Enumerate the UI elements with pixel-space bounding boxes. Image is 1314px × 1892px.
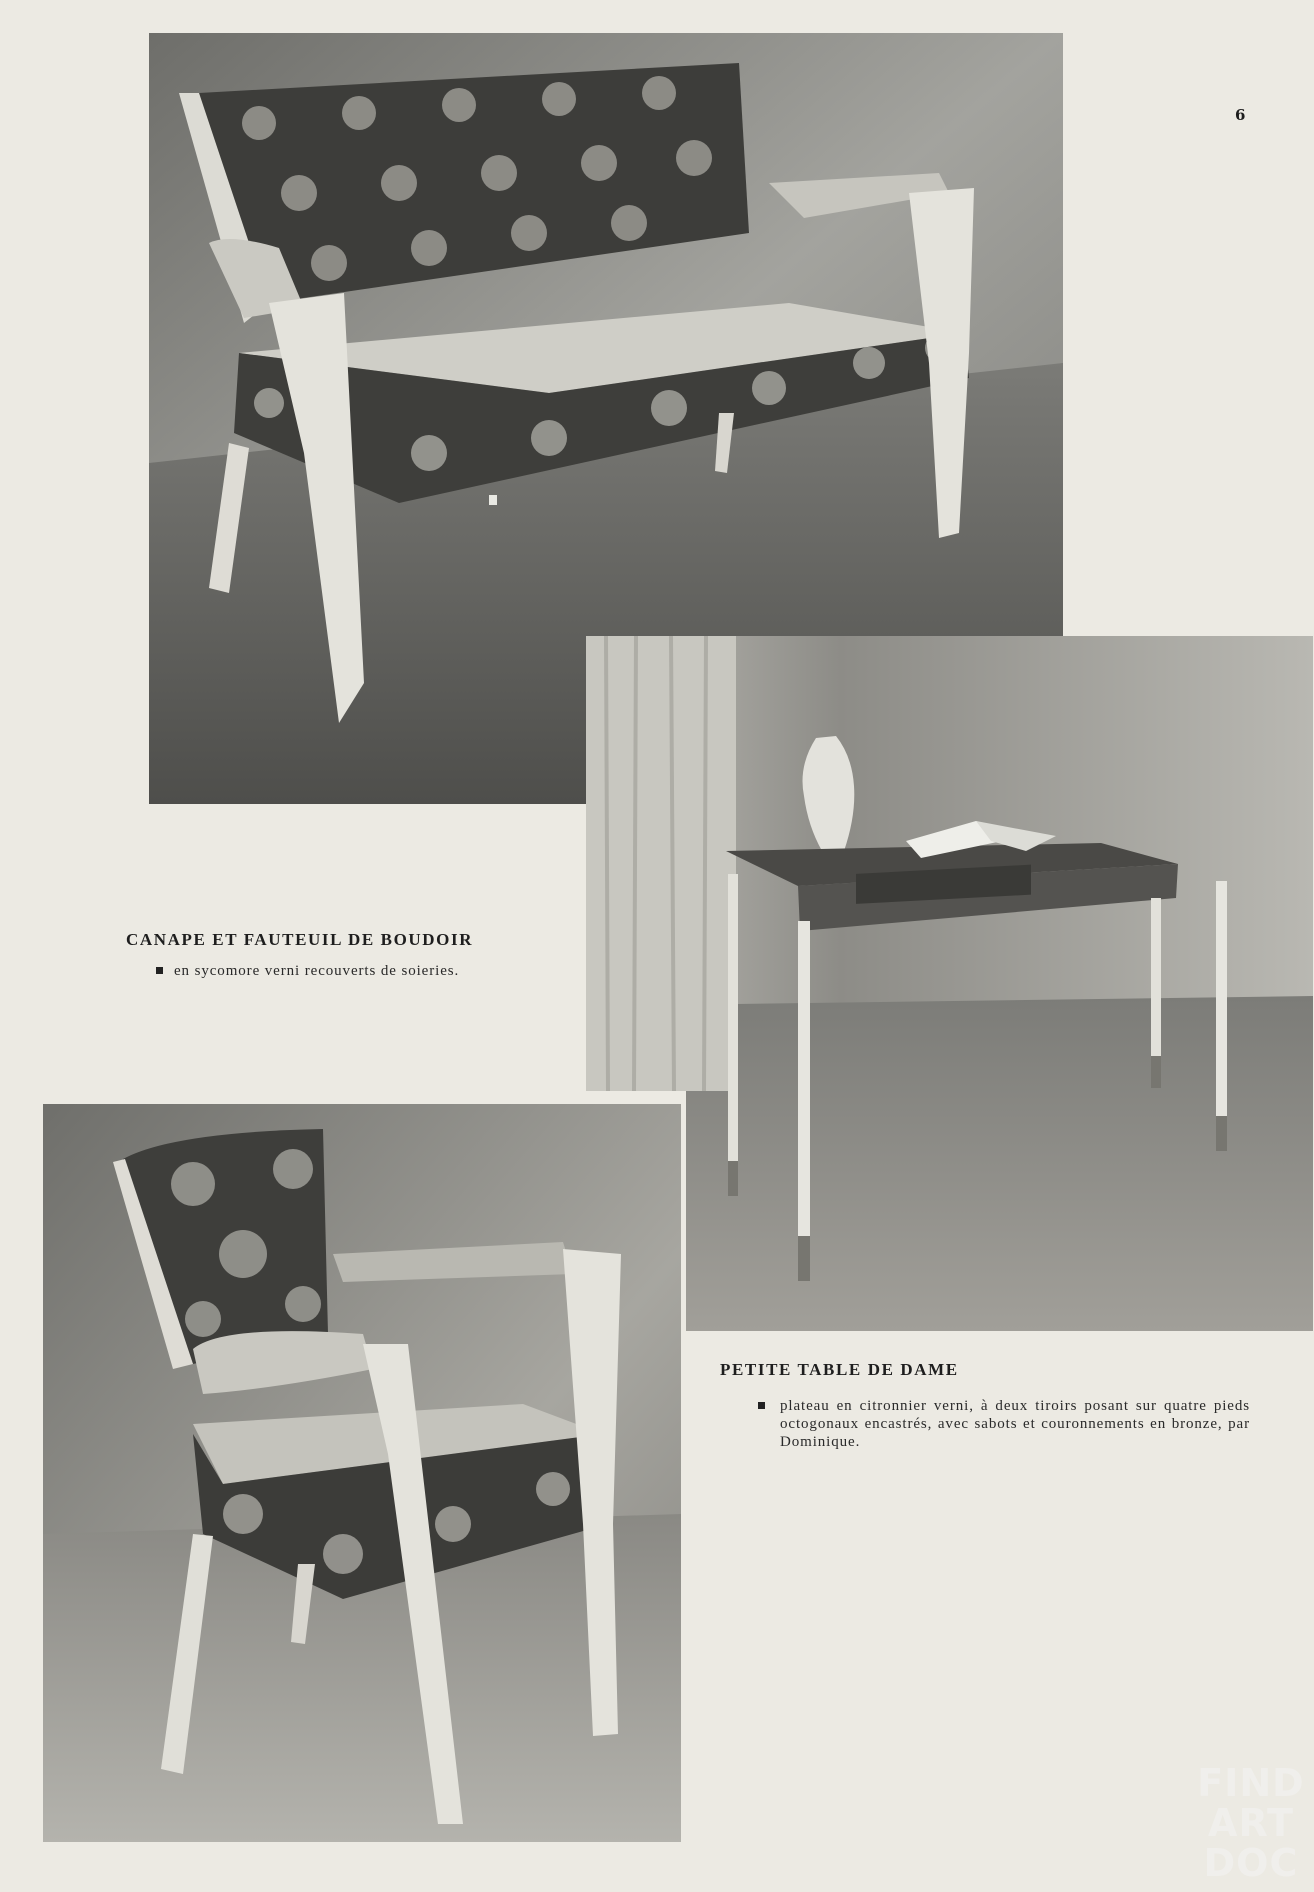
table-photo — [586, 636, 1313, 1331]
watermark-line-1: FIND — [1197, 1761, 1305, 1805]
sofa-caption-description — [126, 962, 566, 980]
watermark-line-2: ART — [1208, 1801, 1294, 1845]
table-caption-text: plateau en citronnier verni, à deux tiroirs posant sur quatre pieds octogonaux encastrés, avec sabots et couronnements en bronze, par Dominique. — [780, 1398, 1250, 1450]
bullet-square-icon — [156, 967, 163, 974]
sofa-caption-title: CANAPE ET FAUTEUIL DE BOUDOIR — [126, 930, 474, 949]
watermark-line-3: DOC — [1203, 1841, 1299, 1885]
findartdoc-watermark-logo — [1188, 1763, 1314, 1892]
table-caption — [720, 1360, 1250, 1451]
sofa-caption-text: en sycomore verni recouverts de soieries. — [174, 963, 460, 979]
table-caption-title: PETITE TABLE DE DAME — [720, 1360, 959, 1379]
chair-photo — [43, 1104, 681, 1842]
page-number: 6 — [1235, 106, 1246, 124]
bullet-square-icon — [758, 1402, 765, 1409]
table-caption-description — [720, 1397, 1250, 1451]
sofa-caption — [126, 930, 566, 980]
